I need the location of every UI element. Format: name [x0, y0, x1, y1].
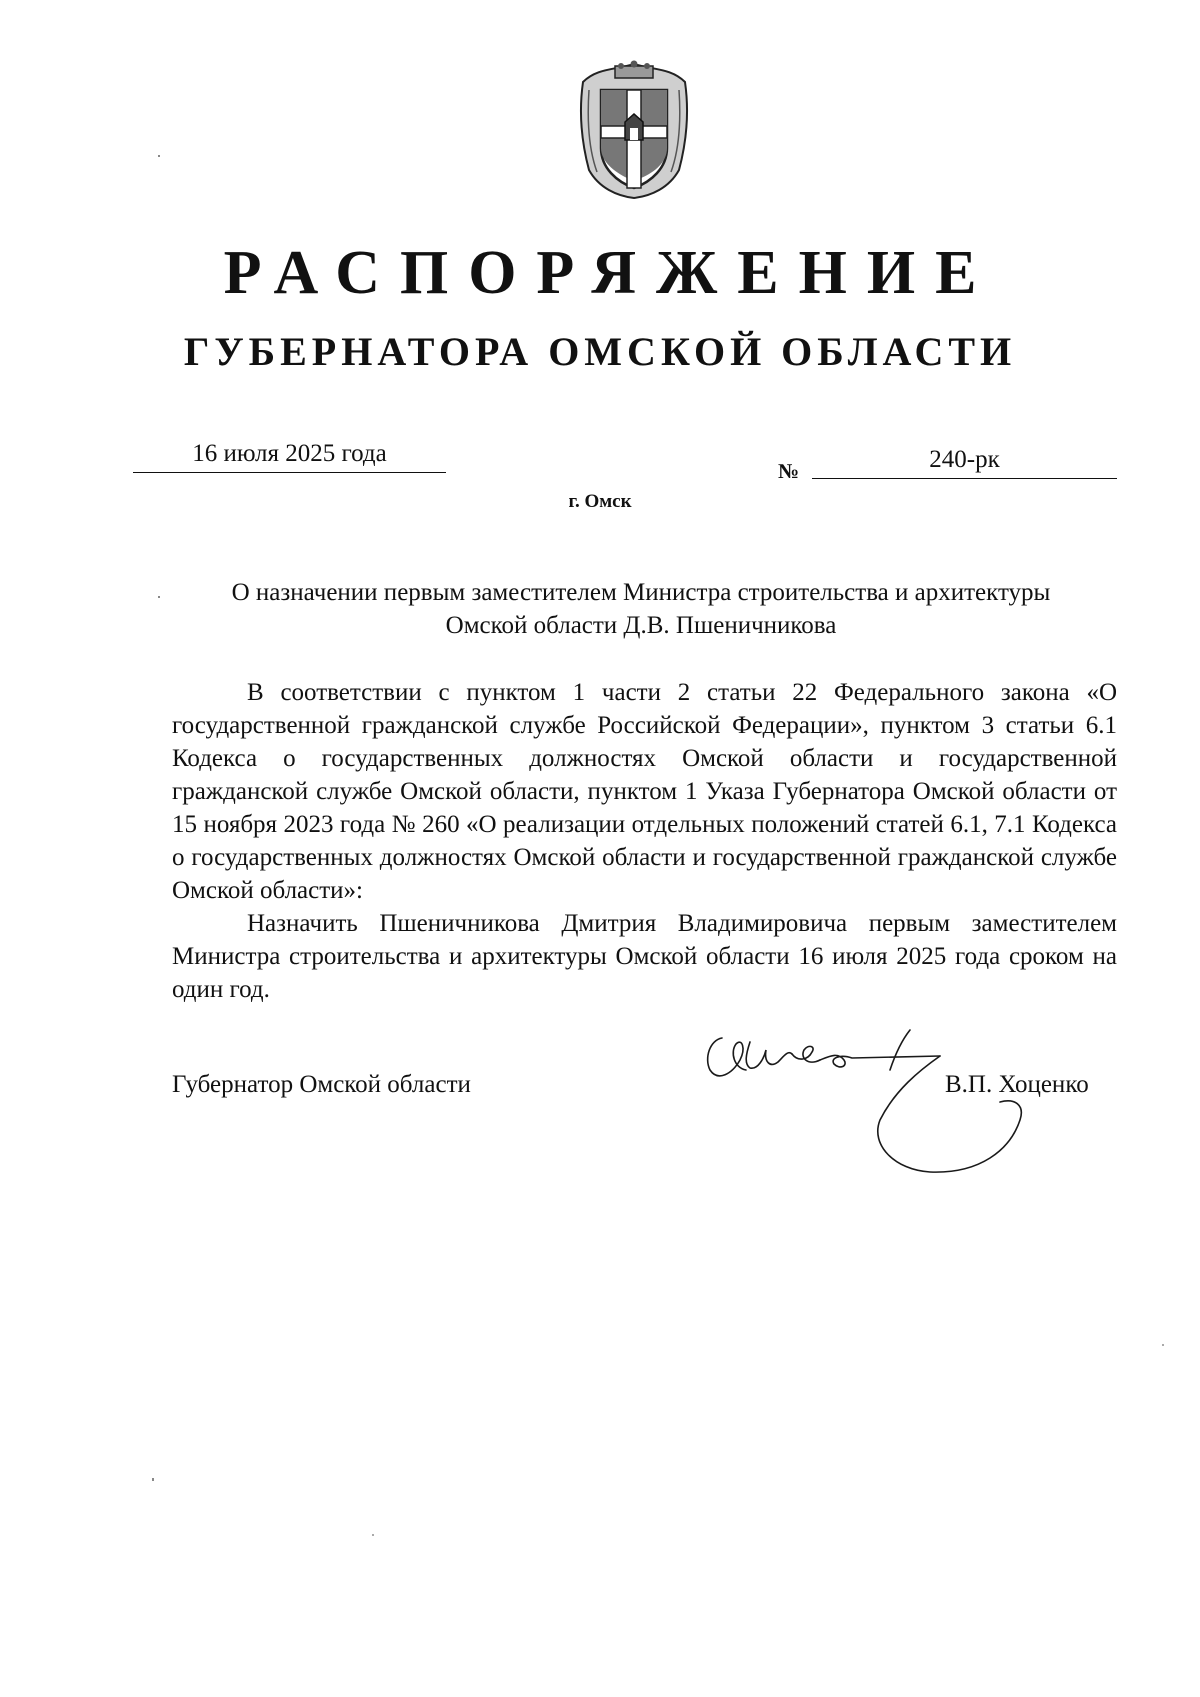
scan-speck: [152, 1478, 154, 1481]
body-paragraph-1: В соответствии с пунктом 1 части 2 статьи 22 Федерального закона «О государственной гражданской службе Российской Федерации», пунктом 3 статьи 6.1 Кодекса о государственных должностях Омской области и государственной гражданской службе Омской области, пунктом 1 Указа Губернатора Омской области от 15 ноября 2023 года № 260 «О реализации отдельных положений статей 6.1, 7.1 Кодекса о государственных должностях Омской области и государственной гражданской службе Омской области»:: [172, 679, 1117, 904]
document-subtitle: ГУБЕРНАТОРА ОМСКОЙ ОБЛАСТИ: [183, 329, 1017, 374]
scan-speck: [372, 1534, 374, 1536]
signer-title: Губернатор Омской области: [172, 1071, 471, 1098]
body-paragraph-2: Назначить Пшеничникова Дмитрия Владимировича первым заместителем Министра строительства и архитектуры Омской области 16 июля 2025 года сроком на один год.: [172, 910, 1117, 1003]
document-number: 240-рк: [812, 444, 1117, 479]
subject-line-2: Омской области Д.В. Пшеничникова: [445, 612, 837, 639]
scan-speck: [158, 155, 160, 157]
document-subject: [160, 576, 1122, 642]
scan-speck: [1162, 1344, 1164, 1346]
handwritten-signature-icon: [680, 1010, 1080, 1190]
subject-line-1: О назначении первым заместителем Министра строительства и архитектуры: [231, 579, 1051, 606]
document-date: 16 июля 2025 года: [133, 438, 446, 473]
document-number-label: №: [778, 459, 800, 483]
coat-of-arms-icon: [575, 60, 693, 200]
document-title: РАСПОРЯЖЕНИЕ: [223, 239, 997, 307]
scan-speck: [158, 596, 160, 598]
signer-name: В.П. Хоценко: [945, 1071, 1089, 1098]
document-body: [172, 676, 1117, 1006]
document-city: г. Омск: [568, 491, 632, 512]
